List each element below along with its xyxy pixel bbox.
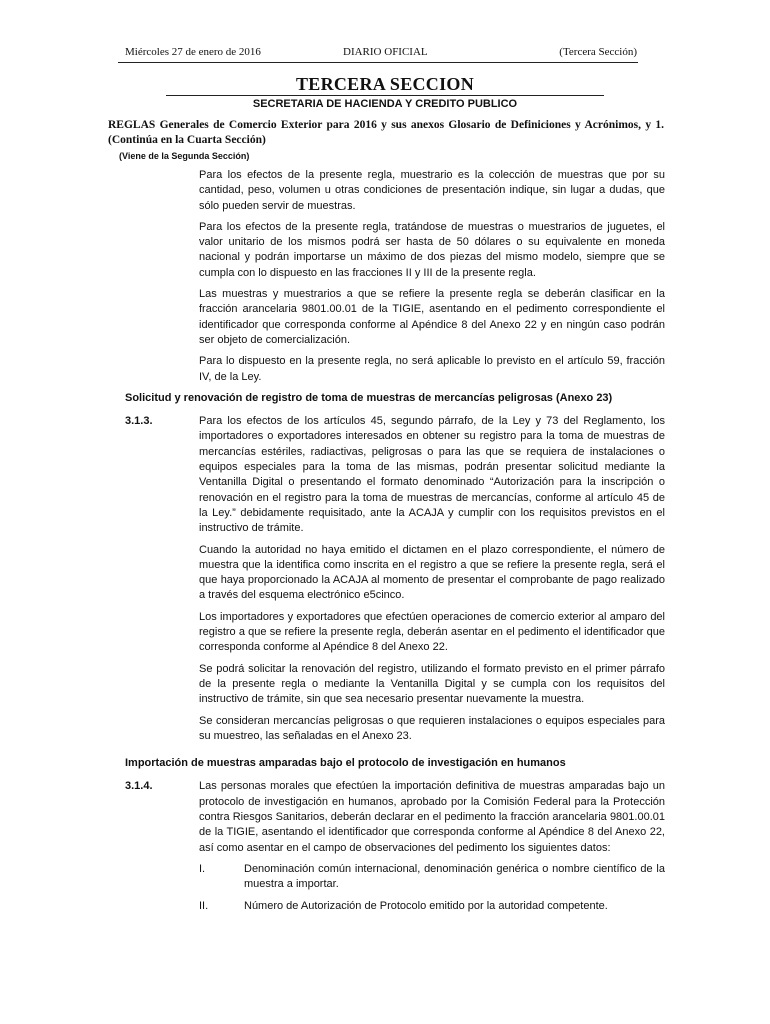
- rule-paragraph: Se consideran mercancías peligrosas o que requieren instalaciones o equipos especiales para su muestreo, las señaladas en el Anexo 23.: [199, 714, 665, 742]
- rule-paragraph: Las personas morales que efectúen la importación definitiva de muestras amparadas bajo un protocolo de investigación en humanos, aprobado por la Comisión Federal para la Protección contra Riesgos Sanitarios, deberán declarar en el pedimento la fracción arancelaria 9801.00.01 de la TIGIE, asentando el identificador que corresponda conforme al Apéndice 8 del Anexo 22, así como asentar en el campo de observaciones del pedimento los siguientes datos:: [199, 780, 665, 854]
- intro-paragraph: Para los efectos de la presente regla, tratándose de muestras o muestrarios de juguetes, el valor unitario de los mismos podrá ser hasta de 50 dólares o su equivalente en moneda nacional y podrán importarse un máximo de dos piezas del mismo modelo, siempre que se cumpla con lo dispuesto en las fracciones II y III de la presente regla.: [199, 220, 665, 279]
- rule-paragraph: Para los efectos de los artículos 45, segundo párrafo, de la Ley y 73 del Reglamento, los importadores o exportadores interesados en obtener su registro para la toma de muestras de mercancías estériles, radiactivas, peligrosas o para las que se requiera de instalaciones o equipos especiales para la toma de las mismas, podrán presentar solicitud mediante la Ventanilla Digital o presentando el formato denominado “Autorización para la inscripción o renovación en el registro para la toma de muestras de mercancías, conforme al artículo 45 de la Ley.” debidamente requisitado, ante la ACAJA y cumplir con los requisitos previstos en el instructivo de trámite.: [199, 415, 665, 535]
- rule-body: [199, 779, 665, 921]
- list-item: [199, 899, 665, 914]
- list-item-text: Número de Autorización de Protocolo emitido por la autoridad competente.: [244, 900, 608, 913]
- list-item-text: Denominación común internacional, denominación genérica o nombre científico de la muestra a importar.: [244, 862, 665, 891]
- section-heading-human-research-samples: Importación de muestras amparadas bajo el protocolo de investigación en humanos: [125, 757, 566, 770]
- page-header: [125, 45, 637, 59]
- intro-paragraph: Las muestras y muestrarios a que se refiere la presente regla se deberán clasificar en la fracción arancelaria 9801.00.01 de la TIGIE, asentando en el pedimento correspondiente el identificador que corresponda conforme al Apéndice 8 del Anexo 22 y en ningún caso podrán ser objeto de comercialización.: [199, 288, 665, 346]
- list-item-number: I.: [199, 862, 206, 875]
- header-newspaper-name: DIARIO OFICIAL: [343, 46, 428, 58]
- list-item-number: II.: [199, 900, 209, 913]
- intro-paragraph: Para lo dispuesto en la presente regla, no será aplicable lo previsto en el artículo 59, fracción IV, de la Ley.: [199, 355, 665, 383]
- rule-paragraph: Los importadores y exportadores que efectúen operaciones de comercio exterior al amparo del registro a que se refiere la presente regla, deberán asentar en el pedimento el identificador que corresponda conforme al Apéndice 8 del Anexo 22.: [199, 610, 665, 654]
- rule-body: [199, 414, 665, 750]
- list-item: [199, 862, 665, 893]
- section-heading-hazardous-samples: Solicitud y renovación de registro de toma de muestras de mercancías peligrosas (Anexo 23): [125, 391, 613, 404]
- title-underline: [166, 95, 604, 96]
- document-body: [125, 168, 665, 922]
- rule-3-1-4: [125, 779, 665, 921]
- intro-paragraph: Para los efectos de la presente regla, muestrario es la colección de muestras que por su cantidad, peso, volumen u otras condiciones de presentación indique, sin lugar a dudas, que sólo pueden servir de muestras.: [199, 169, 665, 212]
- rule-number: 3.1.4.: [125, 780, 153, 793]
- section-title: TERCERA SECCION: [295, 74, 475, 94]
- ministry-name: SECRETARIA DE HACIENDA Y CREDITO PUBLICO: [252, 98, 518, 110]
- header-divider: [118, 62, 638, 63]
- header-date: Miércoles 27 de enero de 2016: [125, 46, 261, 58]
- rule-number: 3.1.3.: [125, 415, 153, 428]
- rule-paragraph: Cuando la autoridad no haya emitido el dictamen en el plazo correspondiente, el número de muestra que la identifica como inscrita en el registro a que se refiere la presente regla, será el que haya proporcionado la ACAJA al momento de presentar el comprobante de pago realizado a través del esquema electrónico e5cinco.: [199, 543, 665, 602]
- rules-title: REGLAS Generales de Comercio Exterior para 2016 y sus anexos Glosario de Definiciones y Acrónimos, y 1. (Continúa en la Cuarta Sección): [108, 119, 664, 146]
- continuation-note: (Viene de la Segunda Sección): [119, 151, 250, 161]
- rule-3-1-3: [125, 414, 665, 750]
- header-section: (Tercera Sección): [559, 46, 637, 58]
- rule-paragraph: Se podrá solicitar la renovación del registro, utilizando el formato previsto en el primer párrafo de la presente regla o mediante la Ventanilla Digital y se cumpla con los requisitos del instructivo de trámite, sin que sea necesario presentar nuevamente la muestra.: [199, 662, 665, 706]
